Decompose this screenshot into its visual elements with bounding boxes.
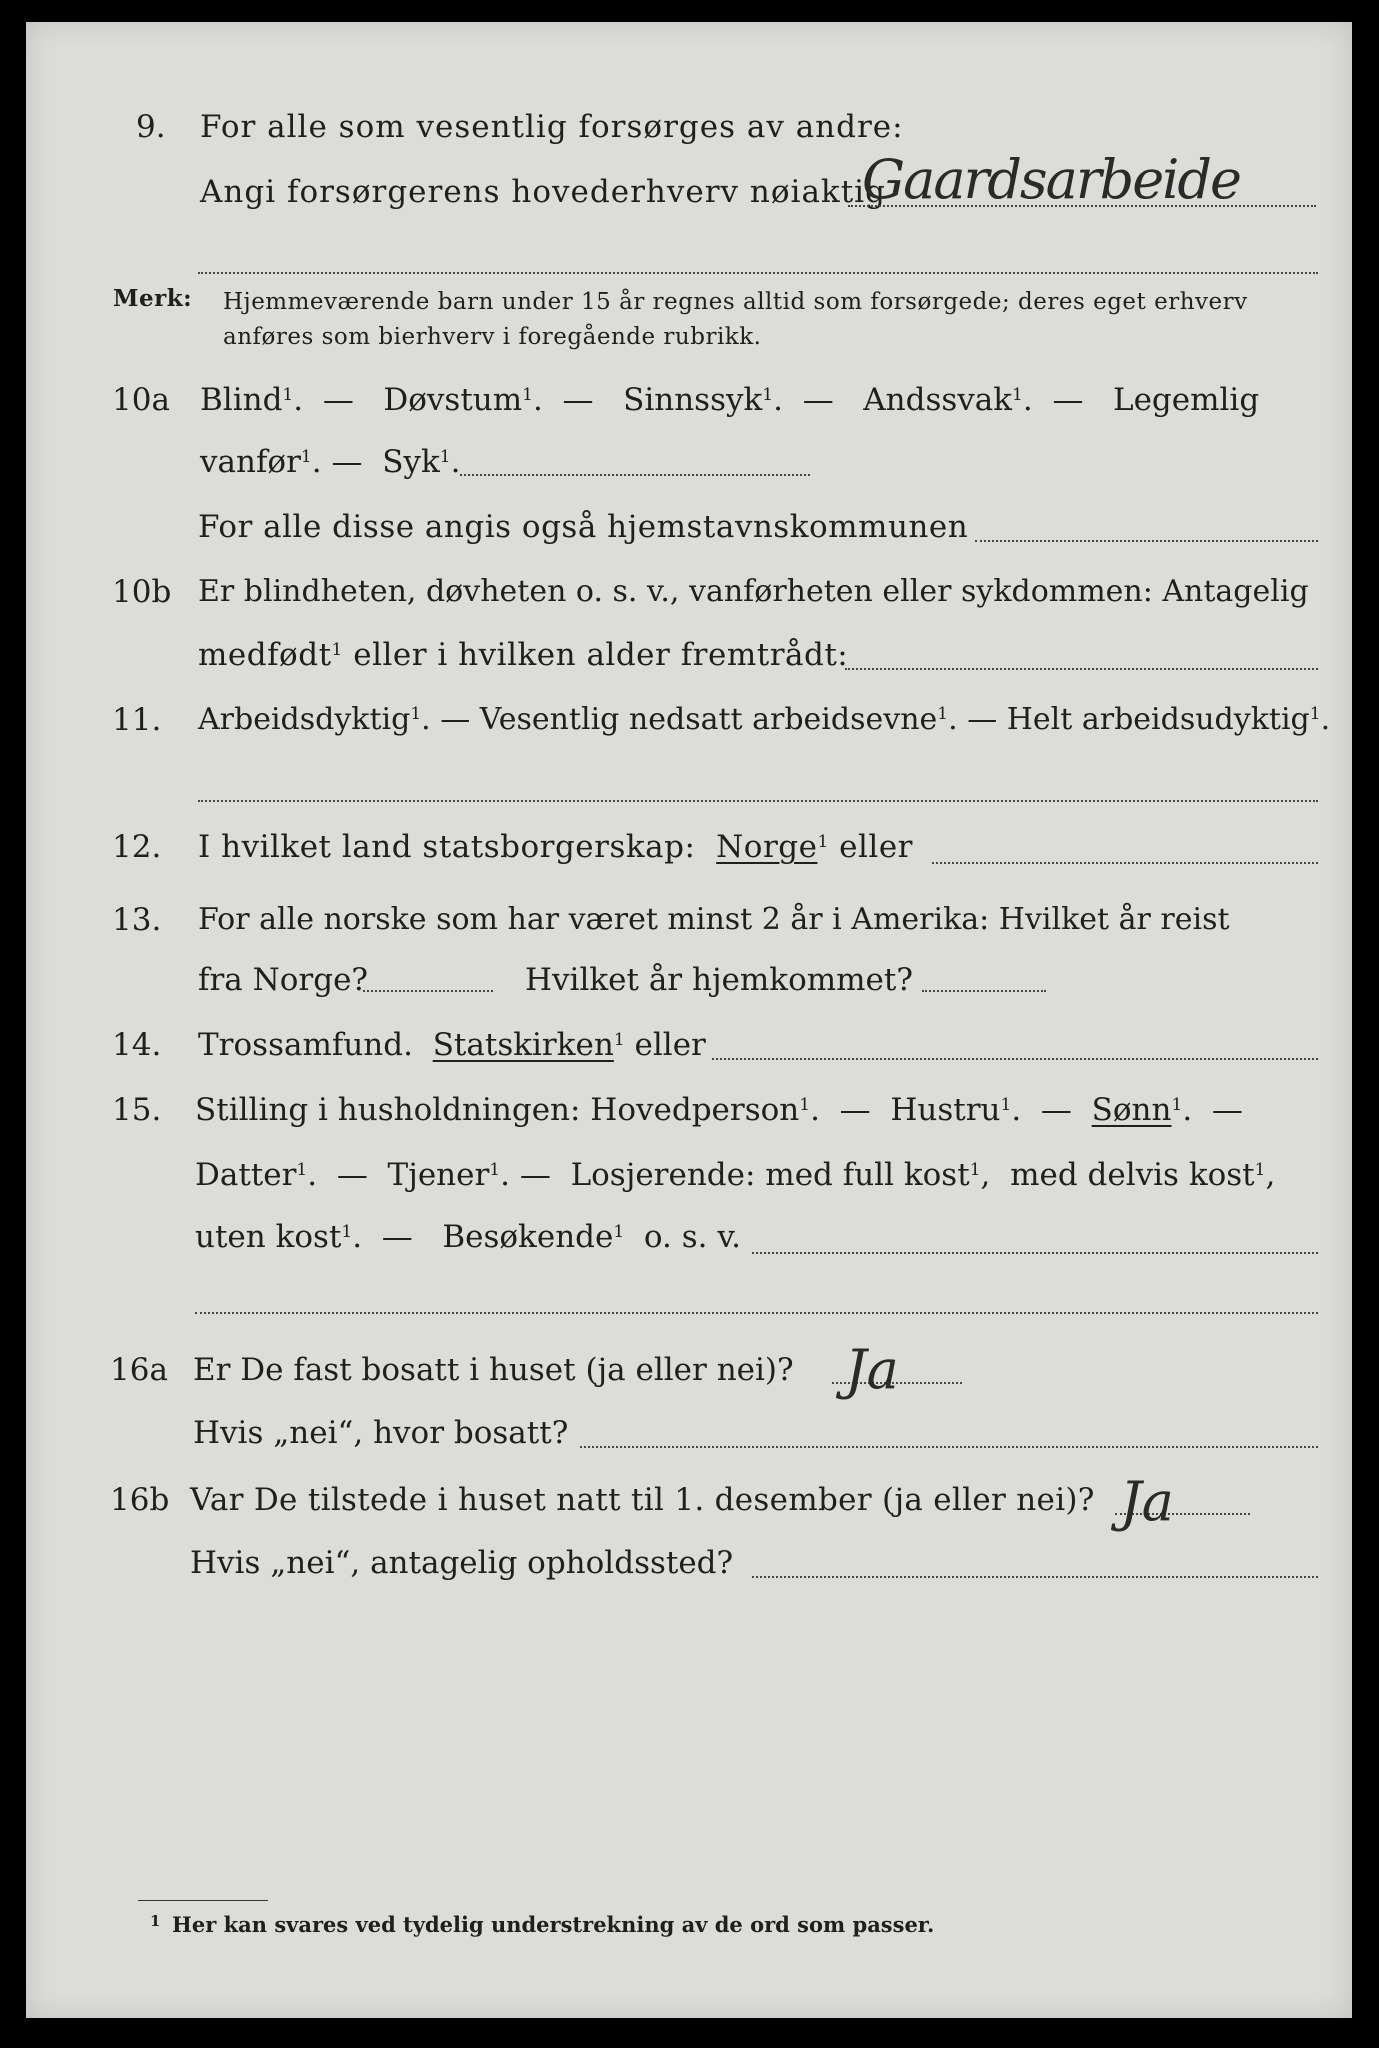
q16a-line2: Hvis „nei“, hvor bosatt? [193, 1415, 569, 1451]
option-legemlig: Legemlig [1113, 382, 1260, 418]
q12-line: I hvilket land statsborgerskap: Norge$^1$ eller [198, 829, 913, 865]
option-uten-kost: uten kost [195, 1219, 342, 1255]
q15-extra-line [195, 1312, 1318, 1314]
option-sinnssyk: Sinnssyk [623, 382, 763, 418]
q9-line2: Angi forsørgerens hovederhverv nøiaktig [200, 174, 886, 210]
q9-extra-line [198, 272, 1318, 274]
footnote-rule [138, 1900, 268, 1901]
q13-a-line [363, 990, 493, 992]
option-norge-underlined: Norge [716, 829, 818, 865]
option-medfodt: medfødt [198, 637, 332, 673]
option-tjener: Tjener [387, 1157, 490, 1193]
q16a-where-line [580, 1446, 1318, 1448]
q13-a: fra Norge? [198, 962, 369, 998]
q16b-line2: Hvis „nei“, antagelig opholdssted? [190, 1545, 734, 1581]
q16b-number: 16b [110, 1482, 170, 1518]
option-nedsatt: Vesentlig nedsatt arbeidsevne [479, 702, 938, 737]
q14-other-line [712, 1058, 1318, 1060]
option-hustru: Hustru [890, 1092, 1001, 1128]
merk-label: Merk: [113, 285, 193, 312]
option-udyktig: Helt arbeidsudyktig [1006, 702, 1310, 737]
q10a-line2: vanfør$^1$. — Syk$^1$. [200, 444, 461, 480]
q10a-number: 10a [112, 382, 170, 418]
q15-other-line [752, 1252, 1318, 1254]
form-page [26, 22, 1352, 2018]
q11-number: 11. [112, 702, 162, 738]
q14-line: Trossamfund. Statskirken$^1$ eller [198, 1027, 706, 1063]
q16a-handwritten-answer: Ja [845, 1338, 899, 1401]
q10b-number: 10b [112, 574, 172, 610]
q12-other-line [932, 862, 1318, 864]
q11-line: Arbeidsdyktig$^1$. — Vesentlig nedsatt arbeidsevne$^1$. — Helt arbeidsudyktig$^1$. [198, 702, 1331, 737]
q15-line3: uten kost$^1$. — Besøkende$^1$ o. s. v. [195, 1219, 742, 1255]
q10b-line2: medfødt$^1$ eller i hvilken alder fremtrådt: [198, 637, 849, 673]
option-datter: Datter [195, 1157, 297, 1193]
q13-b: Hvilket år hjemkommet? [525, 962, 913, 998]
option-syk: Syk [382, 444, 440, 480]
q9-handwritten-answer: Gaardsarbeide [862, 148, 1240, 211]
q10b-line1: Er blindheten, døvheten o. s. v., vanførheten eller sykdommen: Antagelig [198, 574, 1309, 609]
footnote-mark: 1 [150, 1912, 161, 1930]
q10a-line1: Blind$^1$. — Døvstum$^1$. — Sinnssyk$^1$. — Andssvak$^1$. — Legemlig [200, 382, 1260, 418]
merk-line1: Hjemmeværende barn under 15 år regnes alltid som forsørgede; deres eget erhverv [223, 289, 1248, 315]
option-blind: Blind [200, 382, 283, 418]
q16b-place-line [752, 1576, 1318, 1578]
option-arbeidsdyktig: Arbeidsdyktig [198, 702, 411, 737]
q10a-home-line [975, 540, 1318, 542]
option-statskirken-underlined: Statskirken [432, 1027, 614, 1063]
q16a-number: 16a [110, 1352, 168, 1388]
footnote-text: Her kan svares ved tydelig understrekning av de ord som passer. [172, 1912, 935, 1937]
option-sonn-underlined: Sønn [1091, 1092, 1172, 1128]
q15-number: 15. [112, 1092, 162, 1128]
option-besokende: Besøkende [442, 1219, 614, 1255]
q16b-handwritten-answer: Ja [1120, 1470, 1174, 1533]
merk-line2: anføres som bierhverv i foregående rubrikk. [223, 324, 762, 350]
q10a-syk-line [460, 474, 810, 476]
q16a-line1: Er De fast bosatt i huset (ja eller nei)? [193, 1352, 794, 1388]
q13-number: 13. [112, 902, 162, 938]
q16b-line1: Var De tilstede i huset natt til 1. desember (ja eller nei)? [190, 1482, 1095, 1518]
q15-line1: Stilling i husholdningen: Hovedperson$^1$. — Hustru$^1$. — Sønn$^1$. — [195, 1092, 1243, 1128]
q9-number: 9. [136, 109, 166, 145]
q14-number: 14. [112, 1027, 162, 1063]
option-vanfor: vanfør [200, 444, 301, 480]
q9-line1: For alle som vesentlig forsørges av andre: [200, 109, 904, 145]
q10b-age-line [845, 668, 1318, 670]
q13-line1: For alle norske som har været minst 2 år i Amerika: Hvilket år reist [198, 902, 1230, 937]
q13-b-line [922, 990, 1046, 992]
q12-number: 12. [112, 829, 162, 865]
option-dovstum: Døvstum [383, 382, 523, 418]
q11-extra-line [198, 800, 1318, 802]
q10a-line3: For alle disse angis også hjemstavnskommunen [198, 509, 969, 545]
q15-line2: Datter$^1$. — Tjener$^1$. — Losjerende: med full kost$^1$, med delvis kost$^1$, [195, 1157, 1276, 1193]
option-andssvak: Andssvak [863, 382, 1013, 418]
